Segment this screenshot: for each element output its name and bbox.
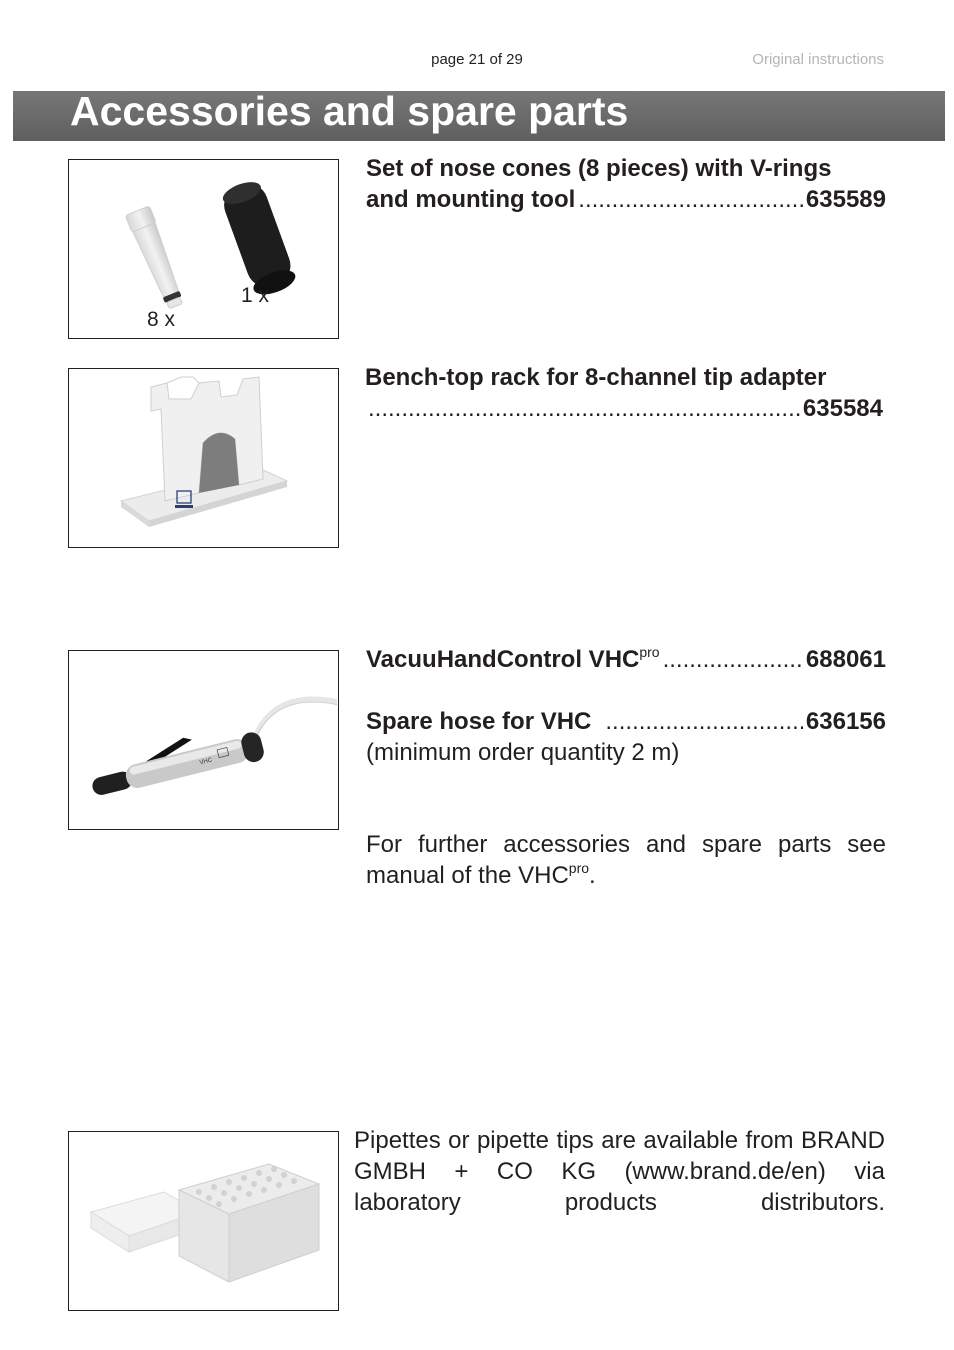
superscript: pro — [568, 860, 590, 876]
image-pipette-tips — [68, 1131, 339, 1311]
dot-leader — [605, 706, 803, 737]
item-number: 635589 — [805, 186, 886, 213]
item-name-line2: and mounting tool — [366, 186, 576, 213]
item-name: VacuuHandControl $VHC^{pro}$ — [366, 644, 660, 673]
item-number: 688061 — [805, 646, 886, 673]
page-number: page 21 of 29 — [431, 51, 523, 68]
image-bench-top-rack — [68, 368, 339, 548]
item-name: Spare hose for VHC — [366, 708, 592, 735]
page-title: Accessories and spare parts — [70, 88, 629, 134]
dot-leader — [578, 184, 803, 215]
pipettes-info-text: Pipettes or pipette tips are available from BRAND GMBH + CO KG (www.brand.de/en) via laboratory products distributors. — [354, 1127, 885, 1216]
item-vacuuhandcontrol — [366, 644, 886, 678]
dot-leader — [663, 644, 803, 675]
further-info-text: For further accessories and spare parts see manual of the $VHC^{pro}$. — [366, 831, 886, 889]
item-nose-cones — [366, 153, 886, 215]
item-note: (minimum order quantity 2 m) — [366, 739, 680, 766]
item-name-line1: Set of nose cones (8 pieces) with V-rings — [366, 155, 832, 182]
superscript: pro — [639, 644, 660, 660]
doc-type-label: Original instructions — [752, 51, 884, 68]
item-number: 635584 — [802, 395, 883, 422]
svg-text:VHC: VHC — [199, 757, 213, 767]
item-spare-hose — [366, 706, 886, 768]
item-number: 636156 — [805, 708, 886, 735]
qty-label-8x: 8 x — [147, 308, 176, 331]
image-nose-cones — [68, 159, 339, 339]
dot-leader — [368, 393, 800, 424]
item-name-line1: Bench-top rack for 8-channel tip adapter — [365, 364, 827, 391]
image-vacuuhandcontrol — [68, 650, 339, 830]
item-bench-top-rack — [365, 362, 883, 424]
title-bar — [13, 88, 945, 141]
qty-label-1x: 1 x — [241, 284, 270, 307]
